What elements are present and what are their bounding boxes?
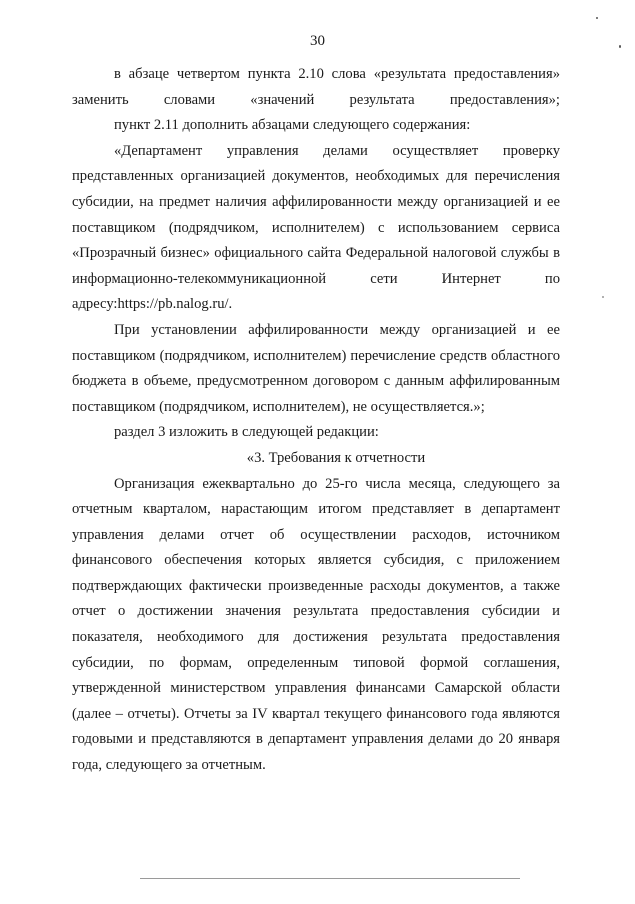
scan-speck — [596, 17, 598, 19]
page-number: 30 — [310, 33, 325, 49]
section-heading: «3. Требования к отчетности — [246, 449, 426, 466]
document-body — [72, 62, 560, 779]
paragraph-section-3-intro: раздел 3 изложить в следующей редакции: — [114, 424, 379, 441]
paragraph-affiliation-check: «Департамент управления делами осуществляет проверку представленных организацией документов, необходимых для перечисления субсидии, на предмет наличия аффилированности между организацией и ее поставщиком (подрядчиком, исполнителем) с использованием сервиса «Прозрачный бизнес» официального сайта Федеральной налоговой службы в информационно-телекоммуникационной сети Интернет по адресу:https://pb.nalog.ru/. — [72, 142, 560, 313]
bottom-edge-line — [140, 878, 520, 879]
scan-speck — [602, 296, 604, 298]
paragraph-amend-2-11-intro: пункт 2.11 дополнить абзацами следующего содержания: — [114, 117, 471, 134]
paragraph-affiliation-consequence: При установлении аффилированности между организацией и ее поставщиком (подрядчиком, исполнителем) перечисление средств областного бюджета в объеме, предусмотренном договором с данным аффилированным поставщиком (подрядчиком, исполнителем), не осуществляется.»; — [72, 321, 560, 415]
paragraph-amend-2-10: в абзаце четвертом пункта 2.10 слова «результата предоставления» заменить словами «значений результата предоставления»; — [72, 66, 560, 108]
paragraph-reporting-requirements: Организация ежеквартально до 25-го числа месяца, следующего за отчетным кварталом, нарастающим итогом представляет в департамент управления делами отчет об осуществлении расходов, источником финансового обеспечения которых является субсидия, с приложением подтверждающих фактически произведенные расходы документов, а также отчет о достижении значения результата предоставления субсидии и показателя, необходимого для достижения результата предоставления субсидии, по формам, определенным типовой формой соглашения, утвержденной министерством управления финансами Самарской области (далее – отчеты). Отчеты за IV квартал текущего финансового года являются годовыми и представляются в департамент управления делами до 20 января года, следующего за отчетным. — [72, 475, 560, 774]
scan-speck — [619, 45, 621, 48]
